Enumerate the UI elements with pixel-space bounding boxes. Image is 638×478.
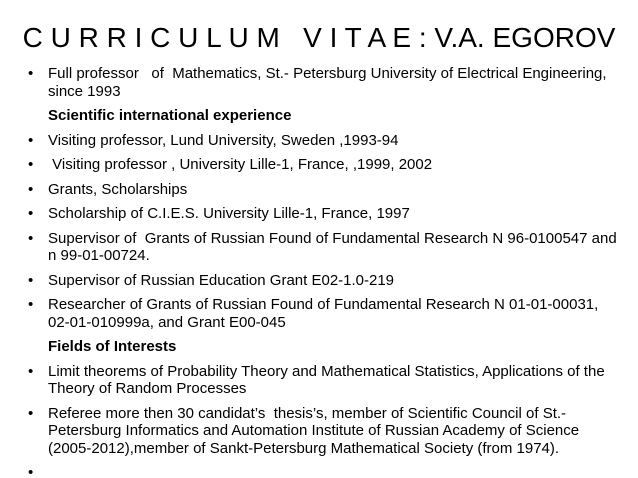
section-heading: Fields of Interests — [48, 338, 177, 355]
bullet-icon: • — [28, 229, 34, 247]
list-item — [28, 205, 618, 223]
cv-content — [28, 65, 621, 478]
list-item-text: Scholarship of C.I.E.S. University Lille-1, France, 1997 — [48, 205, 410, 222]
bullet-icon: • — [28, 131, 34, 149]
bullet-icon: • — [28, 464, 34, 478]
bullet-icon: • — [28, 65, 34, 82]
list-item-text: Visiting professor, Lund University, Sweden ,1993-94 — [48, 131, 399, 149]
list-item-text: Visiting professor , University Lille-1, France, ,1999, 2002 — [48, 156, 433, 173]
bullet-icon: • — [28, 404, 34, 422]
list-item-text: Supervisor of Russian Education Grant E02-1.0-219 — [48, 271, 395, 289]
list-item-text: Grants, Scholarships — [48, 180, 188, 198]
list-item-text: Limit theorems of Probability Theory and Mathematical Statistics, Applications of the Theory of Random Processes — [48, 362, 609, 397]
bullet-icon: • — [28, 271, 34, 289]
list-item-text: Supervisor of Grants of Russian Found of Fundamental Research N 96-0100547 and n 99-01-00724. — [48, 229, 621, 264]
list-item — [28, 272, 618, 290]
list-item-text: Full professor of Mathematics, St.- Petersburg University of Electrical Engineering, since 1993 — [48, 65, 611, 100]
list-item — [28, 229, 621, 265]
bullet-icon: • — [28, 205, 34, 222]
list-item — [28, 405, 618, 458]
list-item — [28, 181, 618, 199]
bullet-icon: • — [28, 156, 34, 173]
list-item-text: Referee more then 30 candidat’s thesis’s, member of Scientific Council of St.-Petersburg Informatics and Automation Institute of Russian Academy of Science (2005-2012),member of Sankt-Petersburg Mathematical Society (from 1974). — [48, 404, 584, 457]
list-item — [28, 363, 618, 398]
page-title: C U R R I C U L U M V I T A E : V.A. EGOROV — [22, 22, 616, 53]
list-item-text: Researcher of Grants of Russian Found of Fundamental Research N 01-01-00031, 02-01-010999a, and Grant E00-045 — [48, 296, 603, 331]
bullet-icon: • — [28, 180, 34, 198]
bullet-icon: • — [28, 362, 34, 380]
list-item — [28, 65, 618, 100]
list-item — [28, 132, 618, 150]
list-item — [28, 156, 618, 174]
section-heading: Scientific international experience — [48, 107, 292, 124]
list-item — [28, 296, 618, 331]
bullet-icon: • — [28, 296, 34, 313]
